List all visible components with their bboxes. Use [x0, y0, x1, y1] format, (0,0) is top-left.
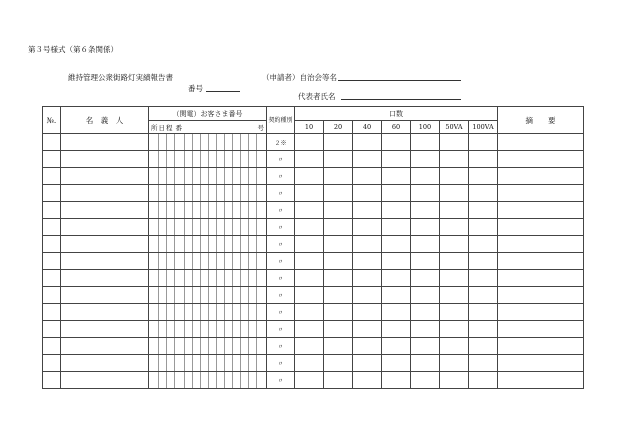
row-count-cell[interactable] [324, 372, 353, 389]
row-count-cell[interactable] [295, 287, 324, 304]
row-remarks-cell[interactable] [498, 134, 584, 151]
row-count-cell[interactable] [411, 372, 440, 389]
row-count-cell[interactable] [295, 236, 324, 253]
row-count-cell[interactable] [440, 168, 469, 185]
row-no-cell[interactable] [43, 287, 61, 304]
row-count-cell[interactable] [411, 236, 440, 253]
row-count-cell[interactable] [382, 338, 411, 355]
table-row [43, 151, 584, 168]
row-count-cell[interactable] [353, 321, 382, 338]
row-customer-cell[interactable] [149, 338, 267, 355]
table-row [43, 338, 584, 355]
row-count-cell[interactable] [324, 287, 353, 304]
row-count-cell[interactable] [411, 355, 440, 372]
row-remarks-cell[interactable] [498, 304, 584, 321]
row-count-cell[interactable] [440, 355, 469, 372]
row-count-cell[interactable] [353, 253, 382, 270]
row-count-cell[interactable] [440, 287, 469, 304]
row-name-cell[interactable] [61, 321, 149, 338]
row-count-cell[interactable] [411, 321, 440, 338]
row-customer-cell[interactable] [149, 355, 267, 372]
row-contract-cell[interactable]: 〃 [267, 151, 295, 168]
row-customer-cell[interactable] [149, 151, 267, 168]
row-remarks-cell[interactable] [498, 168, 584, 185]
row-customer-cell[interactable] [149, 185, 267, 202]
row-name-cell[interactable] [61, 151, 149, 168]
row-contract-cell[interactable]: 〃 [267, 338, 295, 355]
row-customer-cell[interactable] [149, 236, 267, 253]
row-count-cell[interactable] [440, 134, 469, 151]
row-count-cell[interactable] [469, 134, 498, 151]
row-remarks-cell[interactable] [498, 338, 584, 355]
table-row [43, 236, 584, 253]
count-col-header: 100VA [469, 121, 498, 134]
row-count-cell[interactable] [295, 270, 324, 287]
row-customer-cell[interactable] [149, 321, 267, 338]
row-remarks-cell[interactable] [498, 321, 584, 338]
table-row [43, 270, 584, 287]
row-count-cell[interactable] [382, 168, 411, 185]
row-name-cell[interactable] [61, 202, 149, 219]
row-count-cell[interactable] [469, 185, 498, 202]
row-count-cell[interactable] [324, 355, 353, 372]
row-count-cell[interactable] [295, 219, 324, 236]
row-no-cell[interactable] [43, 219, 61, 236]
row-contract-cell[interactable]: 〃 [267, 219, 295, 236]
row-count-cell[interactable] [382, 270, 411, 287]
col-contract-header: 契約種別 [267, 107, 295, 134]
row-count-cell[interactable] [469, 219, 498, 236]
row-count-cell[interactable] [440, 338, 469, 355]
row-count-cell[interactable] [440, 372, 469, 389]
row-count-cell[interactable] [440, 185, 469, 202]
row-name-cell[interactable] [61, 304, 149, 321]
form-number: 第３号様式（第６条関係） [28, 45, 118, 54]
row-count-cell[interactable] [382, 236, 411, 253]
row-count-cell[interactable] [295, 338, 324, 355]
col-no-header: №. [43, 107, 61, 134]
row-name-cell[interactable] [61, 355, 149, 372]
row-remarks-cell[interactable] [498, 287, 584, 304]
row-count-cell[interactable] [353, 168, 382, 185]
count-col-header: 20 [324, 121, 353, 134]
table-row [43, 355, 584, 372]
row-count-cell[interactable] [411, 151, 440, 168]
row-customer-cell[interactable] [149, 168, 267, 185]
row-count-cell[interactable] [411, 134, 440, 151]
row-contract-cell[interactable]: 〃 [267, 304, 295, 321]
col-count-header: 口数 [295, 107, 498, 121]
row-count-cell[interactable] [353, 185, 382, 202]
row-count-cell[interactable] [324, 185, 353, 202]
number-line[interactable] [206, 91, 240, 92]
row-count-cell[interactable] [382, 304, 411, 321]
row-remarks-cell[interactable] [498, 151, 584, 168]
row-count-cell[interactable] [411, 185, 440, 202]
row-contract-cell[interactable]: 〃 [267, 202, 295, 219]
row-name-cell[interactable] [61, 236, 149, 253]
row-count-cell[interactable] [440, 304, 469, 321]
count-col-header: 50VA [440, 121, 469, 134]
row-count-cell[interactable] [324, 236, 353, 253]
row-name-cell[interactable] [61, 372, 149, 389]
row-count-cell[interactable] [324, 253, 353, 270]
row-no-cell[interactable] [43, 168, 61, 185]
row-no-cell[interactable] [43, 236, 61, 253]
row-remarks-cell[interactable] [498, 253, 584, 270]
sub-tei: 程 [166, 123, 173, 132]
row-customer-cell[interactable] [149, 202, 267, 219]
row-count-cell[interactable] [295, 321, 324, 338]
table-row [43, 168, 584, 185]
row-contract-cell[interactable]: 〃 [267, 253, 295, 270]
col-remarks-header: 摘 要 [498, 107, 584, 134]
row-no-cell[interactable] [43, 151, 61, 168]
row-count-cell[interactable] [324, 270, 353, 287]
row-count-cell[interactable] [382, 253, 411, 270]
row-count-cell[interactable] [324, 202, 353, 219]
row-count-cell[interactable] [411, 270, 440, 287]
record-table [42, 106, 584, 389]
row-count-cell[interactable] [440, 202, 469, 219]
row-no-cell[interactable] [43, 355, 61, 372]
count-col-header: 60 [382, 121, 411, 134]
row-count-cell[interactable] [382, 372, 411, 389]
row-count-cell[interactable] [469, 151, 498, 168]
row-count-cell[interactable] [469, 202, 498, 219]
row-contract-cell[interactable]: 〃 [267, 168, 295, 185]
table-row [43, 134, 584, 151]
row-no-cell[interactable] [43, 202, 61, 219]
row-contract-cell[interactable]: 〃 [267, 287, 295, 304]
row-count-cell[interactable] [469, 372, 498, 389]
row-no-cell[interactable] [43, 134, 61, 151]
table-row [43, 185, 584, 202]
row-customer-cell[interactable] [149, 372, 267, 389]
count-col-header: 40 [353, 121, 382, 134]
row-remarks-cell[interactable] [498, 372, 584, 389]
row-count-cell[interactable] [440, 270, 469, 287]
row-count-cell[interactable] [324, 168, 353, 185]
sub-ban: 番 [175, 123, 182, 132]
row-no-cell[interactable] [43, 270, 61, 287]
row-count-cell[interactable] [411, 304, 440, 321]
table-row [43, 219, 584, 236]
row-count-cell[interactable] [440, 219, 469, 236]
row-count-cell[interactable] [411, 202, 440, 219]
row-contract-cell[interactable]: 〃 [267, 372, 295, 389]
row-name-cell[interactable] [61, 168, 149, 185]
count-col-header: 10 [295, 121, 324, 134]
row-count-cell[interactable] [411, 219, 440, 236]
table-row [43, 253, 584, 270]
row-count-cell[interactable] [382, 134, 411, 151]
row-count-cell[interactable] [411, 287, 440, 304]
row-count-cell[interactable] [295, 134, 324, 151]
row-count-cell[interactable] [353, 151, 382, 168]
row-count-cell[interactable] [324, 151, 353, 168]
row-count-cell[interactable] [324, 338, 353, 355]
row-contract-cell[interactable]: 〃 [267, 185, 295, 202]
row-count-cell[interactable] [324, 219, 353, 236]
row-count-cell[interactable] [295, 202, 324, 219]
table-row [43, 372, 584, 389]
row-count-cell[interactable] [353, 270, 382, 287]
sub-sho: 所 [151, 123, 158, 132]
table-row [43, 287, 584, 304]
row-count-cell[interactable] [469, 253, 498, 270]
row-count-cell[interactable] [353, 219, 382, 236]
row-count-cell[interactable] [295, 151, 324, 168]
row-remarks-cell[interactable] [498, 236, 584, 253]
row-customer-cell[interactable] [149, 219, 267, 236]
row-count-cell[interactable] [411, 168, 440, 185]
row-no-cell[interactable] [43, 372, 61, 389]
row-name-cell[interactable] [61, 185, 149, 202]
report-title: 維持管理公衆街路灯実績報告書 [68, 73, 173, 82]
number-label: 番号 [188, 84, 203, 93]
row-remarks-cell[interactable] [498, 355, 584, 372]
row-contract-cell[interactable]: ２※ [267, 134, 295, 151]
row-count-cell[interactable] [440, 321, 469, 338]
row-count-cell[interactable] [469, 338, 498, 355]
row-count-cell[interactable] [324, 304, 353, 321]
table-row [43, 321, 584, 338]
row-no-cell[interactable] [43, 321, 61, 338]
row-count-cell[interactable] [295, 253, 324, 270]
row-count-cell[interactable] [469, 287, 498, 304]
row-no-cell[interactable] [43, 253, 61, 270]
row-count-cell[interactable] [469, 355, 498, 372]
row-count-cell[interactable] [382, 219, 411, 236]
row-contract-cell[interactable]: 〃 [267, 236, 295, 253]
row-count-cell[interactable] [382, 287, 411, 304]
row-count-cell[interactable] [324, 134, 353, 151]
row-no-cell[interactable] [43, 338, 61, 355]
col-customer-header: （関電）お客さま番号 [149, 107, 267, 121]
row-count-cell[interactable] [440, 236, 469, 253]
row-count-cell[interactable] [353, 355, 382, 372]
representative-label: 代表者氏名 [298, 92, 336, 101]
col-name-header: 名 義 人 [61, 107, 149, 134]
row-count-cell[interactable] [353, 287, 382, 304]
row-customer-cell[interactable] [149, 270, 267, 287]
applicant-label: （申請者）自治会等名 [262, 73, 337, 82]
row-name-cell[interactable] [61, 338, 149, 355]
row-count-cell[interactable] [469, 304, 498, 321]
row-contract-cell[interactable]: 〃 [267, 321, 295, 338]
row-count-cell[interactable] [382, 151, 411, 168]
row-count-cell[interactable] [469, 236, 498, 253]
sub-nichi: 日 [158, 123, 165, 132]
row-count-cell[interactable] [440, 253, 469, 270]
row-count-cell[interactable] [353, 202, 382, 219]
row-name-cell[interactable] [61, 219, 149, 236]
row-count-cell[interactable] [295, 355, 324, 372]
row-count-cell[interactable] [382, 321, 411, 338]
row-count-cell[interactable] [353, 338, 382, 355]
count-col-header: 100 [411, 121, 440, 134]
row-count-cell[interactable] [469, 321, 498, 338]
row-count-cell[interactable] [382, 355, 411, 372]
row-count-cell[interactable] [295, 185, 324, 202]
row-count-cell[interactable] [295, 372, 324, 389]
row-remarks-cell[interactable] [498, 185, 584, 202]
row-count-cell[interactable] [295, 304, 324, 321]
row-name-cell[interactable] [61, 287, 149, 304]
row-count-cell[interactable] [353, 372, 382, 389]
row-remarks-cell[interactable] [498, 202, 584, 219]
row-name-cell[interactable] [61, 134, 149, 151]
row-customer-cell[interactable] [149, 287, 267, 304]
row-contract-cell[interactable]: 〃 [267, 270, 295, 287]
row-customer-cell[interactable] [149, 304, 267, 321]
row-count-cell[interactable] [324, 321, 353, 338]
row-no-cell[interactable] [43, 185, 61, 202]
row-count-cell[interactable] [469, 270, 498, 287]
row-count-cell[interactable] [411, 338, 440, 355]
row-count-cell[interactable] [411, 253, 440, 270]
row-no-cell[interactable] [43, 304, 61, 321]
row-count-cell[interactable] [469, 168, 498, 185]
table-row [43, 202, 584, 219]
row-count-cell[interactable] [353, 236, 382, 253]
applicant-line[interactable] [338, 80, 461, 81]
row-customer-cell[interactable] [149, 253, 267, 270]
row-count-cell[interactable] [353, 304, 382, 321]
row-count-cell[interactable] [353, 134, 382, 151]
row-remarks-cell[interactable] [498, 270, 584, 287]
row-contract-cell[interactable]: 〃 [267, 355, 295, 372]
row-customer-cell[interactable] [149, 134, 267, 151]
row-count-cell[interactable] [382, 202, 411, 219]
row-name-cell[interactable] [61, 270, 149, 287]
sub-go: 号 [257, 123, 264, 132]
table-row [43, 304, 584, 321]
row-name-cell[interactable] [61, 253, 149, 270]
row-remarks-cell[interactable] [498, 219, 584, 236]
row-count-cell[interactable] [440, 151, 469, 168]
row-count-cell[interactable] [295, 168, 324, 185]
customer-subheader [149, 121, 267, 134]
row-count-cell[interactable] [382, 185, 411, 202]
representative-line[interactable] [341, 99, 461, 100]
